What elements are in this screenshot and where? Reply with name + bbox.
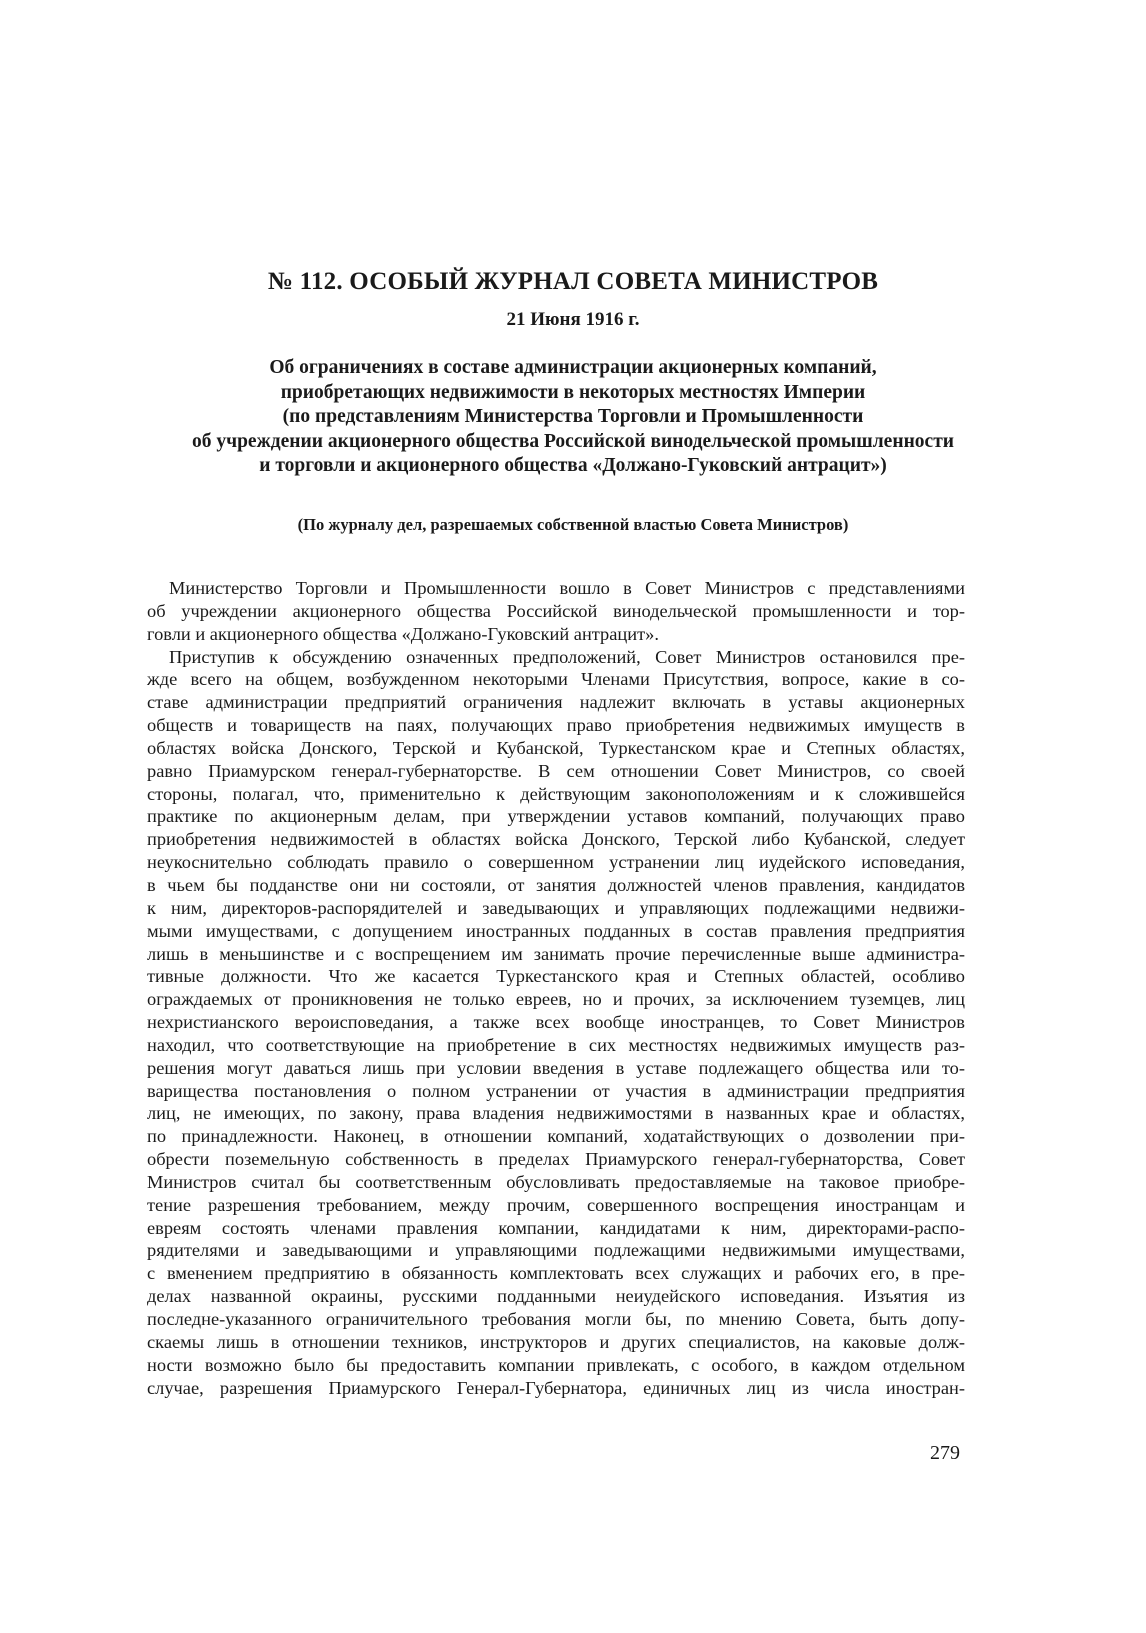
page-number: 279 (930, 1442, 960, 1464)
text-line: об учреждении акционерного общества Российской винодельческой промышленности и тор- (147, 600, 965, 621)
text-line: рядителями и заведывающими и управляющими подлежащими недвижимыми имуществами, (147, 1240, 965, 1261)
text-line: практике по акционерным делам, при утверждении уставов компаний, получающих право (147, 806, 965, 827)
text-line: приобретения недвижимостей в областях войска Донского, Терской либо Кубанской, следует (147, 829, 965, 850)
text-line: обществ и товариществ на паях, получающих право приобретения недвижимых имуществ в (147, 715, 965, 736)
text-line: варищества постановления о полном устранении от участия в администрации предприятия (147, 1080, 965, 1101)
subtitle-line: об учреждении акционерного общества Российской винодельческой промышленности (191, 430, 955, 452)
text-line: Приступив к обсуждению означенных предположений, Совет Министров остановился пре- (169, 646, 965, 667)
text-line: лишь в меньшинстве и с воспрещением им занимать прочие перечисленные выше администра- (147, 943, 965, 964)
text-line: делах названной окраины, русскими подданными неиудейского исповедания. Изъятия из (147, 1286, 965, 1307)
text-line: обрести поземельную собственность в пределах Приамурского генерал-губернаторства, Совет (147, 1149, 965, 1170)
paragraph (147, 577, 965, 646)
text-line: неукоснительно соблюдать правило о совершенном устранении лиц иудейского исповедания, (147, 852, 965, 873)
text-line: мыми имуществами, с допущением иностранных подданных в состав правления предприятия (147, 920, 965, 941)
subtitle-line: и торговли и акционерного общества «Должано-Гуковский антрацит») (259, 455, 887, 476)
text-line: решения могут даваться лишь при условии введения в уставе подлежащего общества или то- (147, 1057, 965, 1078)
text-line: находил, что соответствующие на приобретение в сих местностях недвижимых имуществ раз- (147, 1034, 965, 1055)
text-line: Министерство Торговли и Промышленности вошло в Совет Министров с представлениями (169, 578, 965, 598)
text-line: равно Приамурском генерал-губернаторстве. В сем отношении Совет Министров, со своей (147, 760, 965, 781)
source-note: (По журналу дел, разрешаемых собственной властью Совета Министров) (297, 515, 849, 534)
subtitle-line: Об ограничениях в составе администрации акционерных компаний, (269, 357, 877, 378)
document-subtitle (0, 356, 1146, 479)
subtitle-line: приобретающих недвижимости в некоторых местностях Империи (280, 381, 866, 403)
document-date: 21 Июня 1916 г. (506, 309, 640, 330)
text-line: говли и акционерного общества «Должано-Гуковский антрацит». (147, 623, 659, 644)
text-line: Министров считал бы соответственным обусловливать предоставляемые на таковое приобре- (147, 1171, 965, 1192)
subtitle-line: (по представлениям Министерства Торговли и Промышленности (282, 406, 864, 427)
text-line: скаемы лишь в отношении техников, инструкторов и других специалистов, на каковые долж- (147, 1331, 965, 1352)
text-line: ности возможно было бы предоставить компании привлекать, с особого, в каждом отдельном (147, 1354, 965, 1375)
text-line: евреям состоять членами правления компании, кандидатами к ним, директорами-распо- (147, 1217, 965, 1238)
text-line: в чьем бы подданстве они ни состояли, от занятия должностей членов правления, кандидатов (147, 874, 965, 895)
text-line: областях войска Донского, Терской и Кубанской, Туркестанском крае и Степных областях, (147, 737, 965, 758)
text-line: нехристианского вероисповедания, а также всех вообще иностранцев, то Совет Министров (147, 1012, 965, 1033)
body-text (147, 577, 965, 1399)
text-line: последне-указанного ограничительного требования могли бы, по мнению Совета, быть допу- (147, 1309, 965, 1329)
text-line: с вменением предприятию в обязанность комплектовать всех служащих и рабочих его, в пре- (147, 1263, 965, 1284)
text-line: стороны, полагал, что, применительно к действующим законоположениям и к сложившейся (147, 783, 965, 804)
text-line: тение разрешения требованием, между прочим, совершенного воспрещения иностранцам и (147, 1194, 965, 1215)
text-line: ставе администрации предприятий ограничения надлежит включать в уставы акционерных (147, 692, 965, 713)
paragraph (147, 646, 965, 1400)
text-line: случае, разрешения Приамурского Генерал-Губернатора, единичных лиц из числа иностран- (147, 1377, 965, 1398)
text-line: к ним, директоров-распорядителей и заведывающих и управляющих подлежащими недвижи- (147, 897, 965, 918)
text-line: по принадлежности. Наконец, в отношении компаний, ходатайствующих о дозволении при- (147, 1126, 965, 1147)
text-line: жде всего на общем, возбужденном некоторыми Членами Присутствия, вопросе, какие в со- (147, 669, 965, 690)
document-title: № 112. ОСОБЫЙ ЖУРНАЛ СОВЕТА МИНИСТРОВ (267, 268, 879, 295)
text-line: ограждаемых от проникновения не только евреев, но и прочих, за исключением туземцев, лиц (147, 989, 965, 1010)
text-line: тивные должности. Что же касается Туркестанского края и Степных областей, особливо (147, 966, 965, 987)
text-line: лиц, не имеющих, по закону, права владения недвижимостями в названных крае и областях, (147, 1103, 965, 1124)
